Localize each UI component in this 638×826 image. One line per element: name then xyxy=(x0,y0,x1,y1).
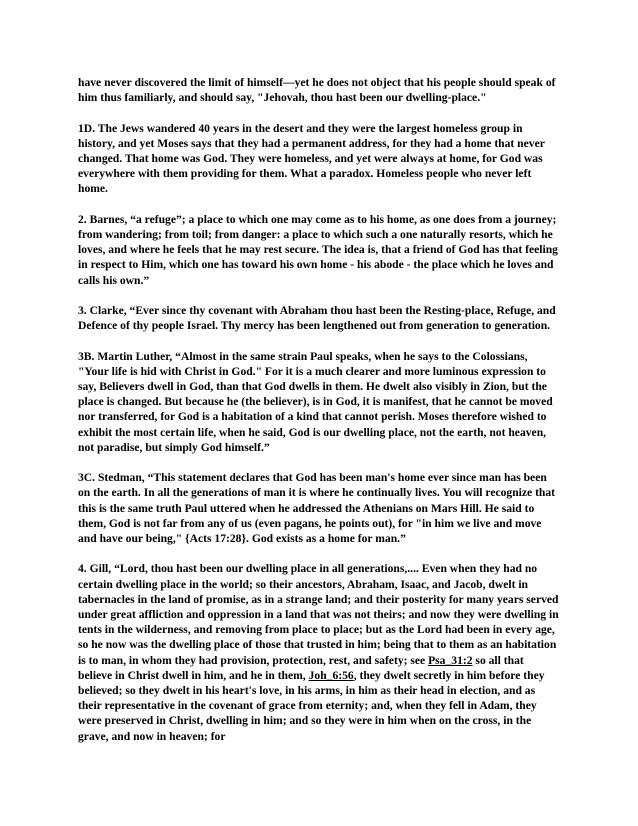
paragraph-continuation: have never discovered the limit of himself—yet he does not object that his people should speak of him thus familiarly, and should say, "Jehovah, thou hast been our dwelling-place." xyxy=(78,76,556,105)
gill-text-3: , they dwelt secretly in him before they believed; so they dwelt in his heart's love, in his arms, in him as their head in election, and as their representative in the covenant of grace from eternity; and, when they fell in Adam, they were preserved in Christ, dwelling in him; and so they were in him when on the cross, in the grave, and now in heaven; for xyxy=(78,668,545,743)
paragraph-luther: 3B. Martin Luther, “Almost in the same strain Paul speaks, when he says to the Colossians, "Your life is hid with Christ in God." For it is a much clearer and more luminous expression to say, Believers dwell in God, than that God dwells in them. He dwelt also visibly in Zion, but the place is changed. But because he (the believer), is in God, it is manifest, that he cannot be moved nor transferred, for God is a habitation of a kind that cannot perish. Moses therefore wished to exhibit the most certain life, when he said, God is our dwelling place, not the earth, not heaven, not paradise, but simply God himself.” xyxy=(78,349,553,454)
scripture-link-joh-6-56[interactable]: Joh_6:56 xyxy=(308,668,354,682)
paragraph-gill xyxy=(78,561,560,743)
paragraph-1d: 1D. The Jews wandered 40 years in the desert and they were the largest homeless group in history, and yet Moses says that they had a permanent address, for they had a home that never changed. That home was God. They were homeless, and yet were always at home, for God was everywhere with them providing for them. What a paradox. Homeless people who never left home. xyxy=(78,121,545,196)
scripture-link-psa-31-2[interactable]: Psa_31:2 xyxy=(428,653,473,667)
paragraph-stedman: 3C. Stedman, “This statement declares that God has been man's home ever since man has been on the earth. In all the generations of man it is where he continually lives. You will recognize that this is the same truth Paul uttered when he addressed the Athenians on Mars Hill. He said to them, God is not far from any of us (even pagans, he points out), for "in him we live and move and have our being," {Acts 17:28}. God exists as a home for man.” xyxy=(78,471,556,546)
paragraph-clarke: 3. Clarke, “Ever since thy covenant with Abraham thou hast been the Resting-place, Refuge, and Defence of thy people Israel. Thy mercy has been lengthened out from generation to generation. xyxy=(78,304,556,333)
paragraph-barnes: 2. Barnes, “a refuge”; a place to which one may come as to his home, as one does from a journey; from wandering; from toil; from danger: a place to which such a one naturally resorts, which he loves, and where he feels that he may rest secure. The idea is, that a friend of God has that feeling in respect to Him, which one has toward his own home - his abode - the place which he loves and calls his own.” xyxy=(78,212,558,287)
gill-text-1: 4. Gill, “Lord, thou hast been our dwelling place in all generations,.... Even when they had no certain dwelling place in the world; so their ancestors, Abraham, Isaac, and Jacob, dwelt in tabernacles in the land of promise, as in a strange land; and their posterity for many years served under great affliction and oppression in a land that was not theirs; and now they were dwelling in tents in the wilderness, and removing from place to place; but as the Lord had been in every age, so he now was the dwelling place of those that trusted in him; being that to them as an habitation is to man, in whom they had provision, protection, rest, and safety; see xyxy=(78,562,559,667)
gill-text-2: so all that believe in Christ dwell in him, and he in them, xyxy=(78,653,524,682)
